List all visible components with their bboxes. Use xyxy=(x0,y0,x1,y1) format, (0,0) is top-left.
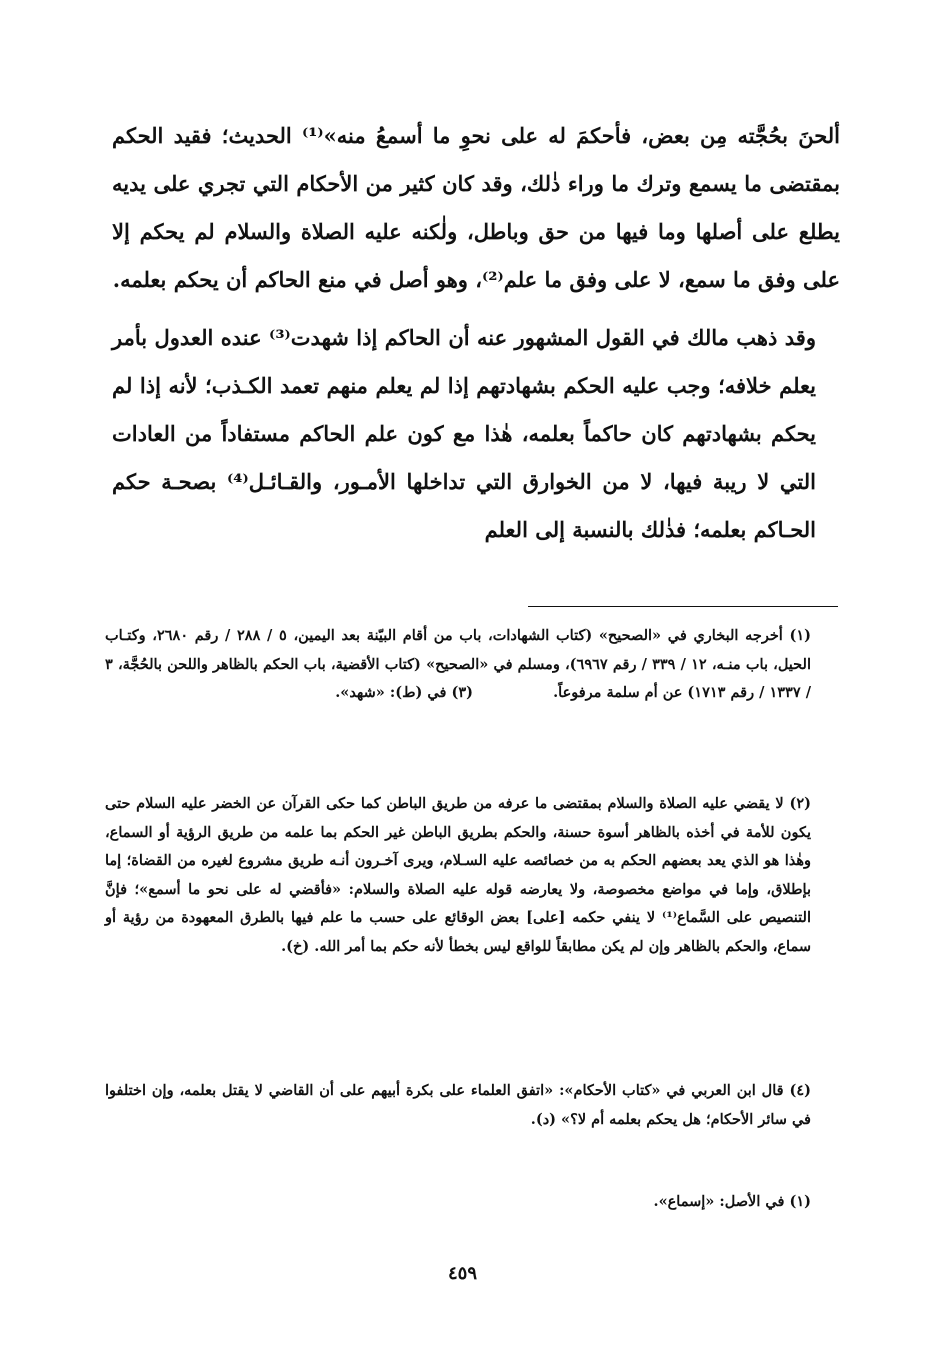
sub-footnote-1-text: (١) في الأصل: «إسماع». xyxy=(653,1193,811,1210)
main-paragraph-1: ألحنَ بحُجَّته مِن بعض، فأحكمَ له على نحوِ ما أسمعُ منه»⁽¹⁾ الحديث؛ فقيد الحكم بمقتضى ما يسمع وترك ما وراء ذٰلك، وقد كان كثير من الأحكام التي تجري على يديه يطلع على أصلها وما فيها من حق وباطل، ولٰكنه عليه الصلاة والسلام لم يحكم إلا على وفق ما سمع، لا على وفق ما علم⁽²⁾، وهو أصل في منع الحاكم أن يحكم بعلمه. xyxy=(112,123,840,292)
footnote-1-text: (١) أخرجه البخاري في «الصحيح» (كتاب الشهادات، باب من أقام البيّنة بعد اليمين، ٥ / ٢٨٨ / رقم ٢٦٨٠، وكتـاب الحيل، باب منـه، ١٢ / ٣٣٩ / رقم ٦٩٦٧)، ومسلم في «الصحيح» (كتاب الأقضية، باب الحكم بالظاهر واللحن بالحُجَّة، ٣ / ١٣٣٧ / رقم ١٧١٣) عن أم سلمة مرفوعاً. xyxy=(105,627,812,701)
footnote-4-text: (٤) قال ابن العربي في «كتاب الأحكام»: «اتفق العلماء على بكرة أبيهم على أن القاضي لا يقتل بعلمه، وإن اختلفوا في سائر الأحكام؛ هل يحكم بعلمه أم لا؟» (د). xyxy=(105,1082,811,1128)
main-paragraph-2: وقد ذهب مالك في القول المشهور عنه أن الحاكم إذا شهدت⁽³⁾ عنده العدول بأمر يعلم خلافه؛ وجب عليه الحكم بشهادتهم إذا لم يعلم منهم تعمد الكـذب؛ لأنه إذا لم يحكم بشهادتهم كان حاكماً بعلمه، هٰذا مع كون علم الحاكم مستفاداً من العادات التي لا ريبة فيها، لا من الخوارق التي تداخلها الأمـور، والقـائـل⁽⁴⁾ بصحـة حكم الحـاكم بعلمه؛ فذٰلك بالنسبة إلى العلم xyxy=(112,325,816,542)
footnote-2 xyxy=(105,790,835,961)
page-number: ٤٥٩ xyxy=(447,1263,477,1284)
footnote-2-text: (٢) لا يقضي عليه الصلاة والسلام بمقتضى ما عرفه من طريق الباطن كما حكى القرآن عن الخضر عليه السلام حتى يكون للأمة في أخذه بالظاهر أسوة حسنة، والحكم بطريق الباطن غير الحكم بما علمه من طريق الرؤية أو السماع، وهٰذا هو الذي يعد بعضهم الحكم به من خصائصه عليه السـلام، ويرى آخـرون أنـه طريق مشروع لغيره من القضاة؛ إما بإطلاق، وإما في مواضع مخصوصة، ولا يعارضه قوله عليه الصلاة والسلام: «فأقضي له على نحو ما أسمع»؛ فإنَّ التنصيص على السَّماع⁽¹⁾ لا ينفي حكمه [على] بعض الوقائع على حسب ما علم فيها بالطرق المعهودة من رؤية أو سماع، والحكم بالظاهر وإن لم يكن مطابقاً للواقع ليس بخطأ لأنه حكم بما أمر الله. (خ). xyxy=(105,795,812,955)
sub-footnote-1 xyxy=(105,1188,835,1217)
footnote-1 xyxy=(105,622,835,708)
footnote-separator xyxy=(528,606,838,607)
main-text xyxy=(112,112,840,554)
footnote-3-text: (٣) في (ط): «شهد». xyxy=(335,684,473,701)
footnote-4 xyxy=(105,1077,835,1134)
